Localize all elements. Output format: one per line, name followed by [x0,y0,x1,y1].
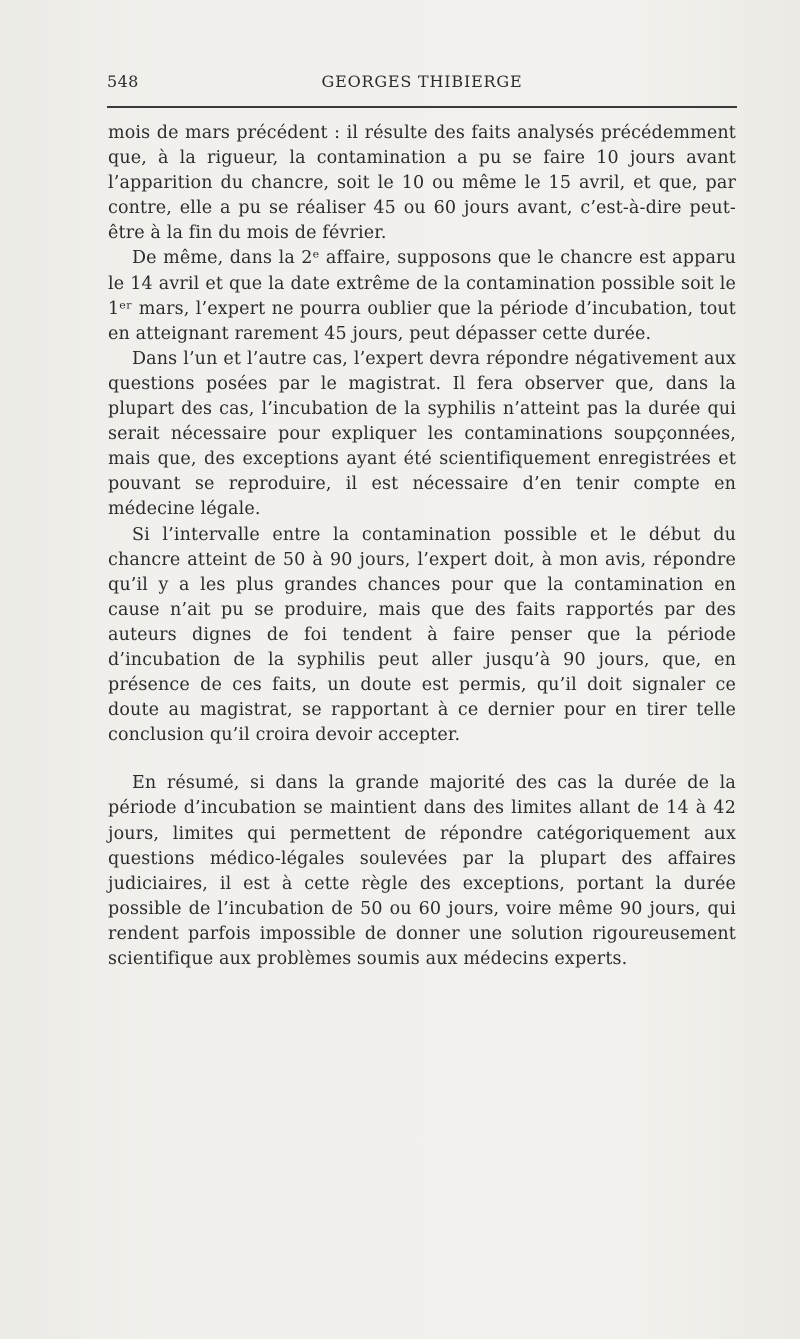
page-header [107,72,737,96]
paragraph-interval: Si l’intervalle entre la contamination possible et le début du chancre atteint de 50 à 90 jours, l’expert doit, à mon avis, répondre qu’il y a les plus grandes chances pour que la contamination en cause n’ait pu se produire, mais que des faits rapportés par des auteurs dignes de foi tendent à faire penser que la période d’incubation de la syphilis peut aller jusqu’à 90 jours, que, en présence de ces faits, un doute est permis, qu’il doit signaler ce doute au magistrat, se rapportant à ce dernier pour en tirer telle conclusion qu’il croira devoir accepter. [108,524,736,746]
body-text [108,121,736,972]
running-head: GEORGES THIBIERGE [321,72,523,91]
paragraph-continuation: mois de mars précédent : il résulte des faits analysés précédemment que, à la rigueur, la contamination a pu se faire 10 jours avant l’apparition du chancre, soit le 10 ou même le 15 avril, et que, par contre, elle a pu se réaliser 45 ou 60 jours avant, c’est-à-dire peut-être à la fin du mois de février. [108,123,736,244]
page-number: 548 [107,72,139,91]
header-rule [107,106,737,108]
paragraph-both-cases: Dans l’un et l’autre cas, l’expert devra répondre négativement aux questions posées par le magistrat. Il fera observer que, dans la plupart des cas, l’incubation de la syphilis n’atteint pas la durée qui serait nécessaire pour expliquer les contaminations soupçonnées, mais que, des exceptions ayant été scientifiquement enregistrées et pouvant se reproduire, il est nécessaire d’en tenir compte en médecine légale. [108,348,736,520]
paragraph-second-case: De même, dans la 2ᵉ affaire, supposons que le chancre est apparu le 14 avril et que la date extrême de la contamination possible soit le 1ᵉʳ mars, l’expert ne pourra oublier que la période d’incubation, tout en atteignant rarement 45 jours, peut dépasser cette durée. [108,248,736,344]
paragraph-summary: En résumé, si dans la grande majorité des cas la durée de la période d’incubation se maintient dans des limites allant de 14 à 42 jours, limites qui permettent de répondre catégoriquement aux questions médico-légales soulevées par la plupart des affaires judiciaires, il est à cette règle des exceptions, portant la durée possible de l’incubation de 50 ou 60 jours, voire même 90 jours, qui rendent parfois impossible de donner une solution rigoureusement scientifique aux problèmes soumis aux médecins experts. [108,773,736,969]
